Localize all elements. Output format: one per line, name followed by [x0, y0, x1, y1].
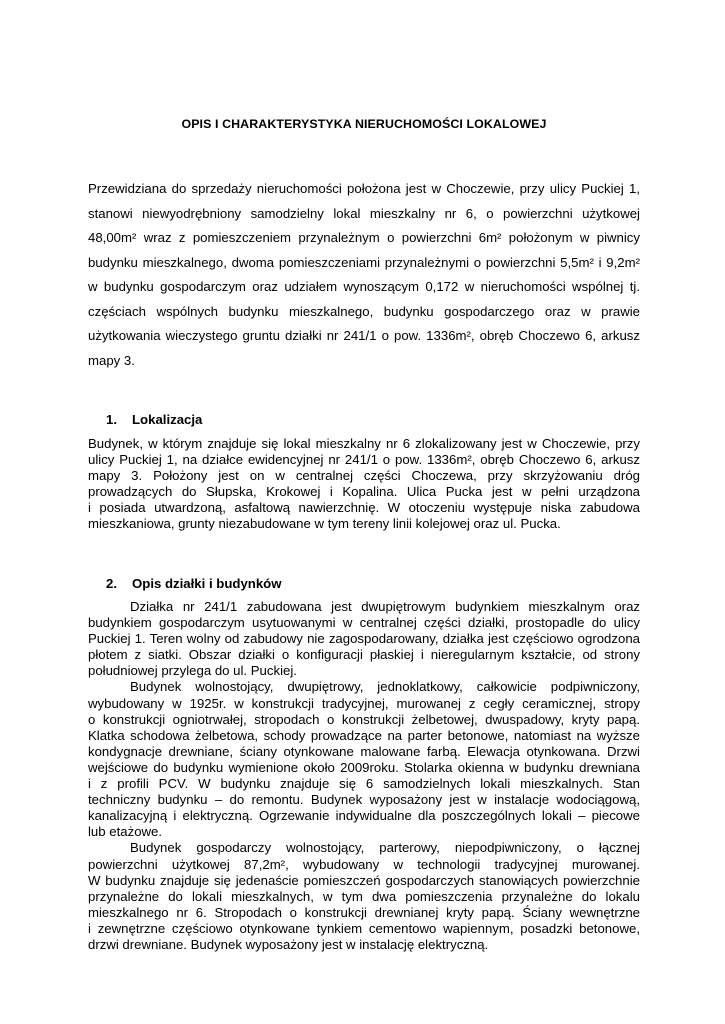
body-line: drzwi drewniane. Budynek wyposażony jest w instalację elektryczną. — [88, 936, 489, 952]
intro-line: częściach wspólnych budynku mieszkalnego, budynku gospodarczego oraz w prawie — [88, 303, 640, 319]
intro-line: w budynku gospodarczym oraz udziałem wynoszącym 0,172 w nieruchomości wspólnej tj. — [88, 279, 640, 294]
body-line: i posiada utwardzoną, asfaltową nawierzchnię. W otoczeniu występuje niska zabudowa — [88, 500, 640, 516]
body-line: Budynek gospodarczy wolnostojący, parterowy, niepodpiwniczony, o łącznej — [130, 840, 640, 856]
section-2-title: Opis działki i budynków — [132, 576, 282, 591]
intro-paragraph — [88, 177, 640, 373]
section-1-heading — [106, 412, 202, 427]
body-line: i zewnętrzne częściowo otynkowane tynkiem cementowo wapiennym, posadzki betonowe, — [88, 920, 640, 936]
body-line: południowej przylega do ul. Puckiej. — [88, 663, 297, 679]
intro-line: użytkowania wieczystego gruntu działki nr 241/1 o pow. 1336m², obręb Choczewo 6, arkusz — [88, 328, 640, 343]
section-2-body — [88, 599, 640, 953]
body-line: powierzchni użytkowej 87,2m², wybudowany w technologii tradycyjnej murowanej. — [88, 856, 640, 872]
body-line: mieszkalnego nr 6. Stropodach o konstrukcji drewnianej kryty papą. Ściany wewnętrzne — [88, 904, 640, 920]
section-2-heading — [106, 576, 281, 591]
body-line: W budynku znajduje się jedenaście pomieszczeń gospodarczych stanowiących powierzchnie — [88, 872, 640, 888]
document-title: OPIS I CHARAKTERYSTYKA NIERUCHOMOŚCI LOKALOWEJ — [181, 117, 547, 131]
body-line: techniczny budynku – do remontu. Budynek wyposażony jest w instalacje wodociągową, — [88, 792, 640, 808]
section-1-number: 1. — [106, 412, 117, 427]
body-line: Puckiej 1. Teren wolny od zabudowy nie zagospodarowany, działka jest częściowo ogrodzona — [88, 631, 640, 647]
body-line: wejściowe do budynku wymienione około 2009roku. Stolarka okienna w budynku drewniana — [88, 759, 640, 775]
body-line: Budynek, w którym znajduje się lokal mieszkalny nr 6 zlokalizowany jest w Choczewie, przy — [88, 436, 640, 451]
body-line: mieszkaniowa, grunty niezabudowane w tym tereny linii kolejowej oraz ul. Pucka. — [88, 516, 561, 532]
body-line: budynkiem gospodarczym usytuowanymi w centralnej części działki, prostopadle do ulicy — [88, 615, 640, 631]
intro-line: Przewidziana do sprzedaży nieruchomości położona jest w Choczewie, przy ulicy Puckiej 1, — [88, 181, 640, 196]
body-line: ulicy Puckiej 1, na działce ewidencyjnej nr 241/1 o pow. 1336m², obręb Choczewo 6, arkusz — [88, 452, 640, 468]
intro-line: budynku mieszkalnego, dwoma pomieszczeniami przynależnymi o powierzchni 5,5m² i 9,2m² — [88, 254, 640, 270]
body-line: płotem z siatki. Obszar działki o konfiguracji płaskiej i nieregularnym kształcie, od strony — [88, 647, 640, 663]
section-1-title: Lokalizacja — [132, 412, 203, 427]
section-1-body — [88, 436, 640, 533]
body-line: prowadzących do Słupska, Krokowej i Kopalina. Ulica Pucka jest w pełni urządzona — [88, 484, 640, 500]
body-line: kondygnacje drewniane, ściany otynkowane malowane farbą. Elewacja otynkowana. Drzwi — [88, 743, 640, 759]
body-line: przynależne do lokali mieszkalnych, w tym dwa pomieszczenia przynależne do lokalu — [88, 888, 640, 904]
body-line: kanalizacyjną i elektryczną. Ogrzewanie indywidualne dla poszczególnych lokali – piecowe — [88, 808, 640, 824]
section-2-number: 2. — [106, 576, 117, 591]
body-line: i z profili PCV. W budynku znajduje się 6 samodzielnych lokali mieszkalnych. Stan — [88, 776, 640, 792]
body-line: o konstrukcji ogniotrwałej, stropodach o konstrukcji żelbetowej, dwuspadowy, kryty papą. — [88, 711, 640, 727]
body-line: lub etażowe. — [88, 824, 163, 840]
intro-line: 48,00m² wraz z pomieszczeniem przynależnym o powierzchni 6m² położonym w piwnicy — [88, 230, 640, 245]
body-line: Budynek wolnostojący, dwupiętrowy, jednoklatkowy, całkowicie podpiwniczony, — [130, 679, 640, 695]
body-line: wybudowany w 1925r. w konstrukcji tradycyjnej, murowanej z cegły ceramicznej, stropy — [88, 695, 640, 711]
body-line: mapy 3. Położony jest on w centralnej części Choczewa, przy skrzyżowaniu dróg — [88, 468, 640, 484]
body-line: Klatka schodowa żelbetowa, schody prowadzące na parter betonowe, natomiast na wyższe — [88, 727, 640, 743]
intro-line: mapy 3. — [88, 352, 135, 368]
body-line: Działka nr 241/1 zabudowana jest dwupiętrowym budynkiem mieszkalnym oraz — [130, 599, 640, 614]
intro-line: stanowi niewyodrębniony samodzielny lokal mieszkalny nr 6, o powierzchni użytkowej — [88, 205, 640, 221]
